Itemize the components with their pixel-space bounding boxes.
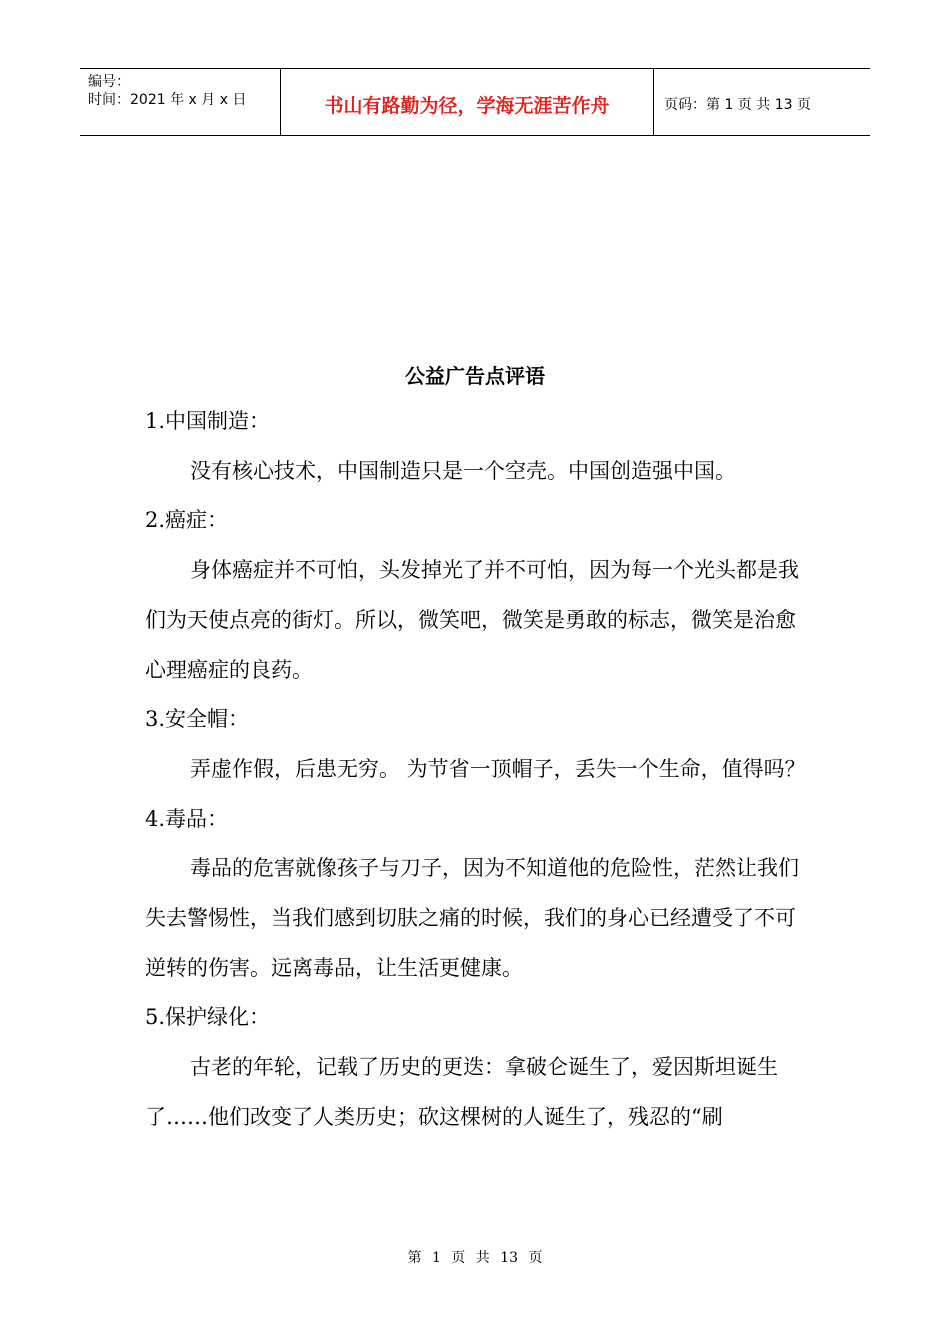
- header-motto-cell: [281, 69, 654, 135]
- section-heading: 5.保护绿化：: [145, 1005, 271, 1030]
- section-body: 身体癌症并不可怕，头发掉光了并不可怕，因为每一个光头都是我们为天使点亮的街灯。所以，微笑吧，微笑是勇敢的标志，微笑是治愈心理癌症的良药。: [145, 558, 799, 682]
- document-header: [80, 68, 870, 136]
- header-page-cell: [654, 69, 870, 135]
- header-motto: 书山有路勤为径，学海无涯苦作舟: [324, 94, 610, 117]
- section-body: 没有核心技术，中国制造只是一个空壳。中国创造强中国。: [190, 458, 736, 483]
- header-page-info: 页码：第 1 页 共 13 页: [664, 97, 811, 113]
- page-footer: 第 1 页 共 13 页: [407, 1250, 543, 1266]
- section-body: 古老的年轮，记载了历史的更迭：拿破仑诞生了，爱因斯坦诞生了……他们改变了人类历史；砍这棵树的人诞生了，残忍的“刷: [145, 1055, 778, 1129]
- section-heading: 2.癌症：: [145, 508, 229, 533]
- document-title: 公益广告点评语: [405, 364, 545, 388]
- number-label: 编号：: [88, 74, 130, 90]
- section-body: 弄虚作假，后患无穷。 为节省一顶帽子，丢失一个生命，值得吗？: [190, 756, 806, 781]
- section-body: 毒品的危害就像孩子与刀子，因为不知道他的危险性，茫然让我们失去警惕性，当我们感到切肤之痛的时候，我们的身心已经遭受了不可逆转的伤害。远离毒品，让生活更健康。: [145, 856, 799, 980]
- section-heading: 1.中国制造：: [145, 409, 271, 433]
- section-heading: 4.毒品：: [145, 806, 229, 831]
- time-label: 时间：2021 年 x 月 x 日: [88, 92, 247, 108]
- section-heading: 3.安全帽：: [145, 707, 250, 732]
- header-meta-cell: [80, 69, 281, 135]
- document-body: [145, 397, 807, 1143]
